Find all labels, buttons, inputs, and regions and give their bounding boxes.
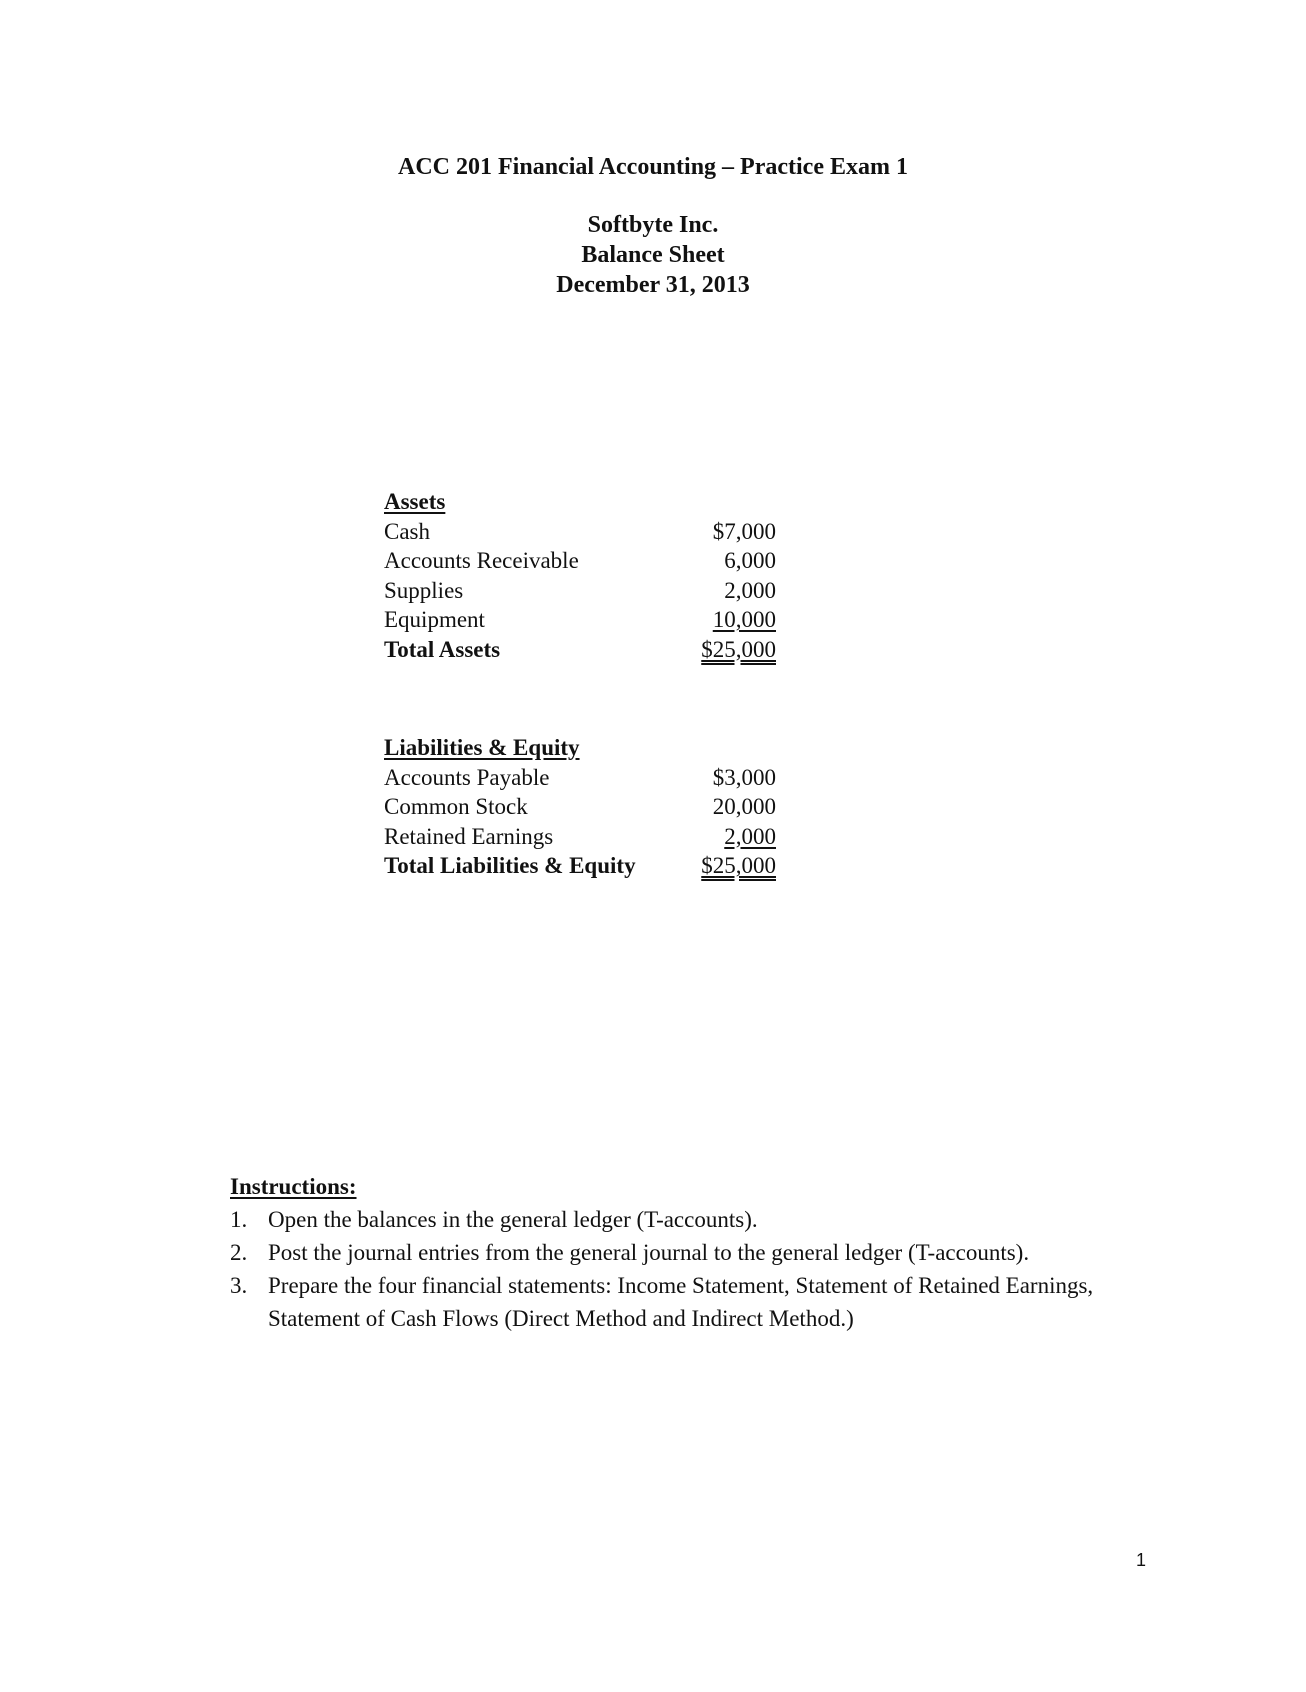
- instruction-number: 3.: [230, 1273, 248, 1298]
- asset-amount: $7,000: [712, 518, 776, 544]
- asset-amount: 10,000: [712, 607, 776, 632]
- asset-label: Cash: [384, 518, 430, 544]
- asset-row: [384, 605, 776, 635]
- liability-amount: 2,000: [724, 823, 776, 849]
- total-assets-label: Total Assets: [384, 636, 501, 662]
- balance-sheet-header: [0, 210, 1306, 300]
- liability-row: [384, 792, 776, 822]
- assets-heading: Assets: [384, 489, 446, 514]
- liabilities-equity-section: [384, 733, 776, 881]
- assets-section: [384, 487, 776, 664]
- liability-row: [384, 763, 776, 793]
- total-liabilities-equity-label: Total Liabilities & Equity: [384, 853, 636, 878]
- asset-label: Accounts Receivable: [384, 548, 579, 573]
- liabilities-equity-heading: Liabilities & Equity: [384, 735, 580, 760]
- instruction-text: Prepare the four financial statements: Income Statement, Statement of Retained Earnings, Statement of Cash Flows (Direct Method and Indirect Method.): [268, 1273, 1094, 1331]
- instruction-number: 2.: [230, 1240, 248, 1265]
- total-assets-amount: $25,000: [701, 636, 776, 662]
- statement-name: Balance Sheet: [581, 242, 725, 268]
- liability-amount: $3,000: [712, 764, 776, 790]
- total-liabilities-equity-amount: $25,000: [701, 853, 776, 878]
- asset-label: Equipment: [384, 607, 485, 632]
- liability-label: Common Stock: [384, 794, 528, 819]
- liability-amount: 20,000: [712, 794, 776, 819]
- asset-amount: 6,000: [724, 548, 776, 573]
- asset-row: [384, 546, 776, 576]
- instructions-heading: Instructions:: [230, 1174, 357, 1199]
- instruction-text: Post the journal entries from the general journal to the general ledger (T-accounts).: [268, 1240, 1030, 1265]
- liability-row: [384, 822, 776, 852]
- instruction-item: [230, 1269, 1150, 1335]
- total-assets-row: [384, 635, 776, 665]
- instructions-section: [230, 1170, 1150, 1335]
- asset-row: [384, 576, 776, 606]
- statement-date: December 31, 2013: [556, 272, 750, 298]
- instruction-number: 1.: [230, 1207, 248, 1232]
- instruction-text: Open the balances in the general ledger (T-accounts).: [268, 1207, 758, 1232]
- company-name: Softbyte Inc.: [587, 212, 719, 238]
- exam-title: ACC 201 Financial Accounting – Practice Exam 1: [398, 154, 908, 180]
- instructions-list: [230, 1203, 1150, 1335]
- instruction-item: [230, 1203, 1150, 1236]
- total-liabilities-equity-row: [384, 851, 776, 881]
- asset-label: Supplies: [384, 577, 464, 603]
- liability-label: Accounts Payable: [384, 764, 550, 790]
- page-number: 1: [1135, 1550, 1146, 1570]
- liability-label: Retained Earnings: [384, 823, 554, 849]
- asset-amount: 2,000: [724, 577, 776, 603]
- asset-row: [384, 517, 776, 547]
- instruction-item: [230, 1236, 1150, 1269]
